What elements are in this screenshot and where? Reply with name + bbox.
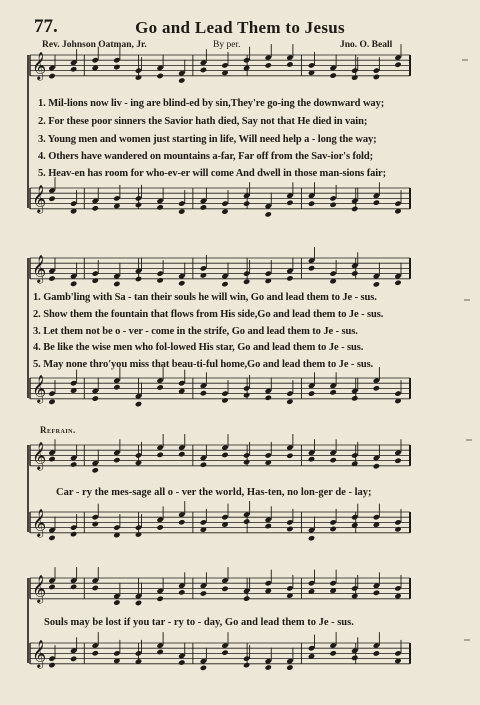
refrain-line-2: Souls may be lost if you tar - ry to - day, Go and lead them to Je - sus. [44,617,354,628]
verse-line: 3. Young men and women just starting in life, Will need help a - long the way; [38,134,377,145]
verse-line: 1. Mil-lions now liv - ing are blind-ed by sin,They're go-ing the downward way; [38,98,385,109]
staff-system [30,378,410,399]
verse-line: 4. Be like the wise men who fol-lowed His star, Go and lead them to Je - sus. [33,342,364,353]
verse-line: 4. Others have wandered on mountains a-far, Far off from the Sav-ior's fold; [38,151,374,162]
svg-text:𝄞: 𝄞 [32,184,47,213]
staff-system [30,643,410,664]
permission-note: By per. [213,40,241,50]
verse-line: 5. May none thro'you miss that beau-ti-ful home,Go and lead them to Je - sus. [33,359,374,370]
refrain-label: Refrain. [40,425,76,435]
svg-text:𝄞: 𝄞 [32,508,47,537]
svg-text:𝄞: 𝄞 [32,254,47,283]
svg-text:𝄞: 𝄞 [32,441,47,470]
svg-text:𝄞: 𝄞 [32,51,47,80]
verse-line: 1. Gamb'ling with Sa - tan their souls he will win, Go and lead them to Je - sus. [33,292,377,303]
staff-system [30,512,410,533]
verse-line: 3. Let them not be o - ver - come in the strife, Go and lead them to Je - sus. [33,326,358,337]
hymn-title: Go and Lead Them to Jesus [135,18,345,37]
verse-line: 2. For these poor sinners the Savior hath died, Say not that He died in vain; [38,116,368,127]
verse-line: 2. Show them the fountain that flows from His side,Go and lead them to Je - sus. [33,309,384,320]
staff-system [30,258,410,279]
refrain-line-1: Car - ry the mes-sage all o - ver the world, Has-ten, no lon-ger de - lay; [56,487,372,498]
hymn-number: 77. [34,16,58,37]
svg-text:𝄞: 𝄞 [32,574,47,603]
svg-text:𝄞: 𝄞 [32,374,47,403]
svg-text:𝄞: 𝄞 [32,639,47,668]
composer-credit: Jno. O. Beall [340,40,393,50]
verse-line: 5. Heav-en has room for who-ev-er will come And dwell in those man-sions fair; [38,168,387,179]
lyricist-credit: Rev. Johnson Oatman, Jr. [42,40,147,50]
staff-system [30,188,410,209]
